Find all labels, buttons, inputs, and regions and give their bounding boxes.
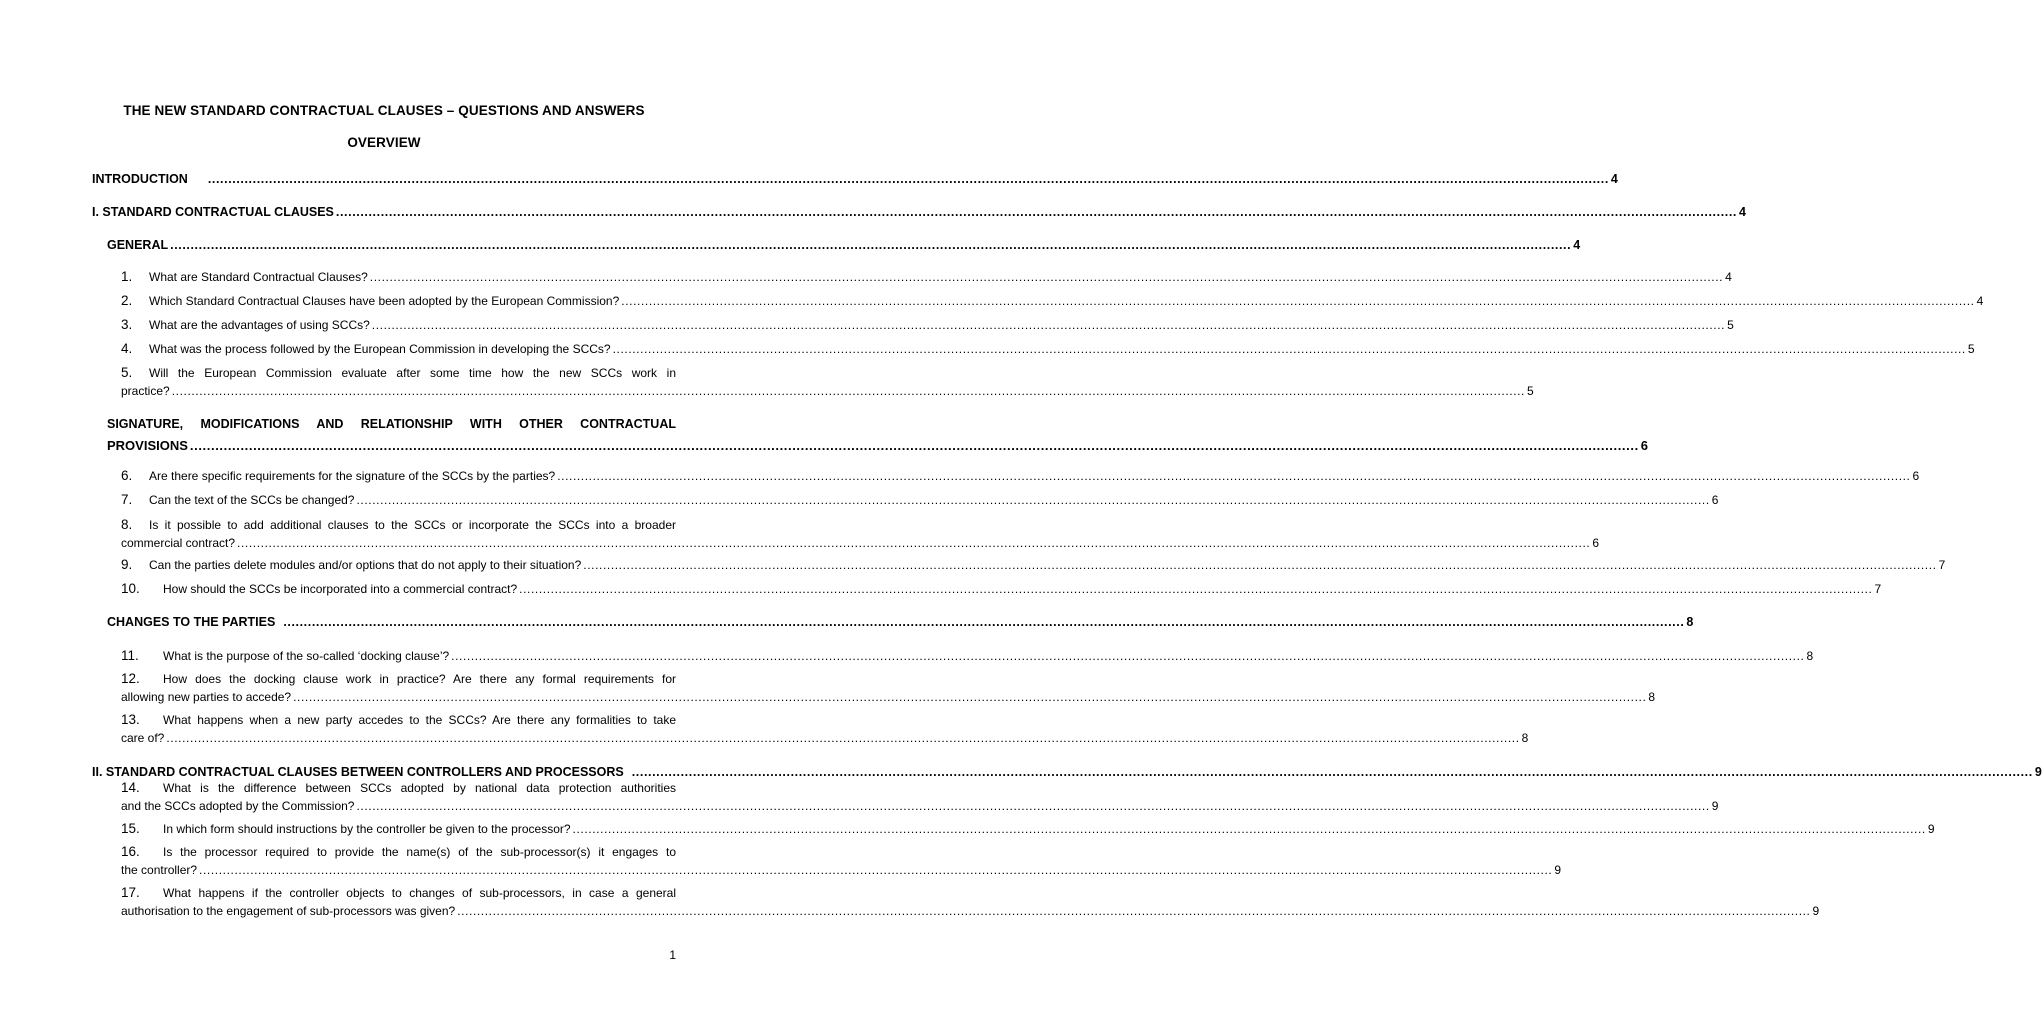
question-number: 10. (121, 581, 140, 596)
question-text: Which Standard Contractual Clauses have been adopted by the European Commission? (149, 294, 620, 308)
question-text-continued: and the SCCs adopted by the Commission? (121, 799, 355, 813)
dot-leader (370, 268, 1723, 286)
toc-entry-q5[interactable] (121, 364, 1534, 400)
dot-leader (208, 170, 1609, 188)
question-text: How should the SCCs be incorporated into a commercial contract? (163, 582, 518, 596)
toc-entry-q4[interactable] (121, 340, 1975, 358)
toc-entry-signature[interactable] (107, 413, 1649, 457)
question-text: In which form should instructions by the controller be given to the processor? (163, 822, 571, 836)
question-number: 11. (121, 648, 139, 663)
toc-label: SIGNATURE, MODIFICATIONS AND RELATIONSHIP WITH OTHER CONTRACTUAL (107, 417, 676, 431)
question-number: 2. (121, 293, 133, 308)
question-text: How does the docking clause work in practice? Are there any formal requirements for (163, 672, 676, 686)
question-text-continued: commercial contract? (121, 536, 236, 550)
question-text: Will the European Commission evaluate after some time how the new SCCs work in (149, 366, 676, 380)
toc-label: GENERAL (107, 238, 169, 252)
question-text-continued: authorisation to the engagement of sub-processors was given? (121, 904, 456, 918)
question-text: Can the parties delete modules and/or options that do not apply to their situation? (149, 558, 582, 572)
toc-entry-section-1[interactable] (92, 203, 1746, 221)
document-title: THE NEW STANDARD CONTRACTUAL CLAUSES – QUESTIONS AND ANSWERS (123, 103, 645, 118)
question-text: What is the difference between SCCs adopted by national data protection authorities (163, 781, 676, 795)
dot-leader (356, 797, 1709, 815)
question-text-continued: care of? (121, 731, 165, 745)
toc-entry-q14[interactable] (121, 779, 1719, 815)
dot-leader (573, 820, 1926, 838)
toc-page: 4 (1610, 172, 1618, 186)
toc-label: INTRODUCTION (92, 172, 188, 186)
toc-entry-q8[interactable] (121, 516, 1600, 552)
page-number: 1 (669, 948, 676, 962)
toc-entry-q17[interactable] (121, 884, 1820, 920)
question-number: 13. (121, 712, 140, 727)
toc-entry-q11[interactable] (121, 647, 1814, 665)
toc-page: 6 (1912, 469, 1920, 483)
question-number: 6. (121, 468, 133, 483)
question-number: 9. (121, 557, 133, 572)
toc-page: 6 (1711, 493, 1719, 507)
dot-leader (166, 729, 1519, 747)
toc-entry-q16[interactable] (121, 843, 1562, 879)
dot-leader (283, 613, 1684, 631)
dot-leader (621, 292, 1974, 310)
question-text: Is the processor required to provide the name(s) of the sub-processor(s) it engages to (163, 845, 676, 859)
question-text-continued: allowing new parties to accede? (121, 690, 292, 704)
question-text: What are the advantages of using SCCs? (149, 318, 370, 332)
toc-entry-changes[interactable] (107, 613, 1694, 631)
question-text: What are Standard Contractual Clauses? (149, 270, 368, 284)
toc-entry-q1[interactable] (121, 268, 1732, 286)
dot-leader (632, 763, 2033, 781)
question-text: Is it possible to add additional clauses to the SCCs or incorporate the SCCs into a broader (149, 518, 676, 532)
toc-page: 4 (1725, 270, 1732, 284)
toc-label: I. STANDARD CONTRACTUAL CLAUSES (92, 205, 334, 219)
toc-page: 4 (1738, 205, 1746, 219)
question-number: 15. (121, 821, 140, 836)
question-text: What is the purpose of the so-called ‘docking clause’? (163, 649, 450, 663)
dot-leader (237, 534, 1590, 552)
question-text-continued: the controller? (121, 863, 198, 877)
dot-leader (451, 647, 1804, 665)
toc-page: 5 (1527, 384, 1534, 398)
dot-leader (199, 861, 1552, 879)
question-text: What happens when a new party accedes to the SCCs? Are there any formalities to take (163, 713, 676, 727)
toc-page: 4 (1573, 238, 1581, 252)
question-number: 8. (121, 517, 133, 532)
toc-entry-q12[interactable] (121, 670, 1656, 706)
toc-page: 7 (1938, 558, 1946, 572)
toc-page: 9 (1927, 822, 1935, 836)
document-subtitle: OVERVIEW (347, 135, 421, 150)
question-number: 1. (121, 269, 133, 284)
toc-page: 8 (1806, 649, 1814, 663)
toc-page: 9 (2034, 765, 2042, 779)
question-text: Can the text of the SCCs be changed? (149, 493, 355, 507)
dot-leader (457, 902, 1810, 920)
dot-leader (190, 435, 1639, 457)
toc-label-continued: PROVISIONS (107, 438, 188, 453)
dot-leader (172, 382, 1525, 400)
question-number: 7. (121, 492, 133, 507)
toc-page: 8 (1521, 731, 1529, 745)
toc-page: 5 (1967, 342, 1975, 356)
question-number: 3. (121, 317, 133, 332)
question-number: 16. (121, 844, 140, 859)
toc-page: 5 (1727, 318, 1734, 332)
toc-label: CHANGES TO THE PARTIES (107, 615, 276, 629)
dot-leader (356, 491, 1709, 509)
toc-entry-introduction[interactable] (92, 170, 1618, 188)
question-text: What was the process followed by the European Commission in developing the SCCs? (149, 342, 611, 356)
toc-page: 6 (1592, 536, 1600, 550)
dot-leader (336, 203, 1737, 221)
toc-entry-q15[interactable] (121, 820, 1935, 838)
toc-label: II. STANDARD CONTRACTUAL CLAUSES BETWEEN CONTROLLERS AND PROCESSORS (92, 765, 624, 779)
question-text: What happens if the controller objects to changes of sub-processors, in case a general (163, 886, 676, 900)
toc-page: 7 (1874, 582, 1882, 596)
question-number: 14. (121, 780, 140, 795)
dot-leader (519, 580, 1872, 598)
toc-entry-q3[interactable] (121, 316, 1734, 334)
dot-leader (583, 556, 1936, 574)
question-number: 17. (121, 885, 140, 900)
toc-entry-q6[interactable] (121, 467, 1920, 485)
dot-leader (170, 236, 1571, 254)
toc-page: 8 (1648, 690, 1656, 704)
question-text-continued: practice? (121, 384, 170, 398)
toc-entry-general[interactable] (107, 236, 1581, 254)
question-text: Are there specific requirements for the signature of the SCCs by the parties? (149, 469, 556, 483)
dot-leader (372, 316, 1725, 334)
question-number: 12. (121, 671, 140, 686)
toc-page: 9 (1812, 904, 1820, 918)
toc-page: 9 (1554, 863, 1562, 877)
dot-leader (613, 340, 1966, 358)
toc-page: 6 (1640, 438, 1649, 453)
question-number: 4. (121, 341, 133, 356)
dot-leader (293, 688, 1646, 706)
toc-entry-q9[interactable] (121, 556, 1946, 574)
toc-page: 9 (1711, 799, 1719, 813)
toc-entry-q10[interactable] (121, 580, 1882, 598)
question-number: 5. (121, 365, 133, 380)
toc-entry-q7[interactable] (121, 491, 1719, 509)
toc-entry-q13[interactable] (121, 711, 1529, 747)
toc-page: 8 (1686, 615, 1694, 629)
toc-entry-q2[interactable] (121, 292, 1984, 310)
dot-leader (557, 467, 1910, 485)
toc-page: 4 (1976, 294, 1984, 308)
